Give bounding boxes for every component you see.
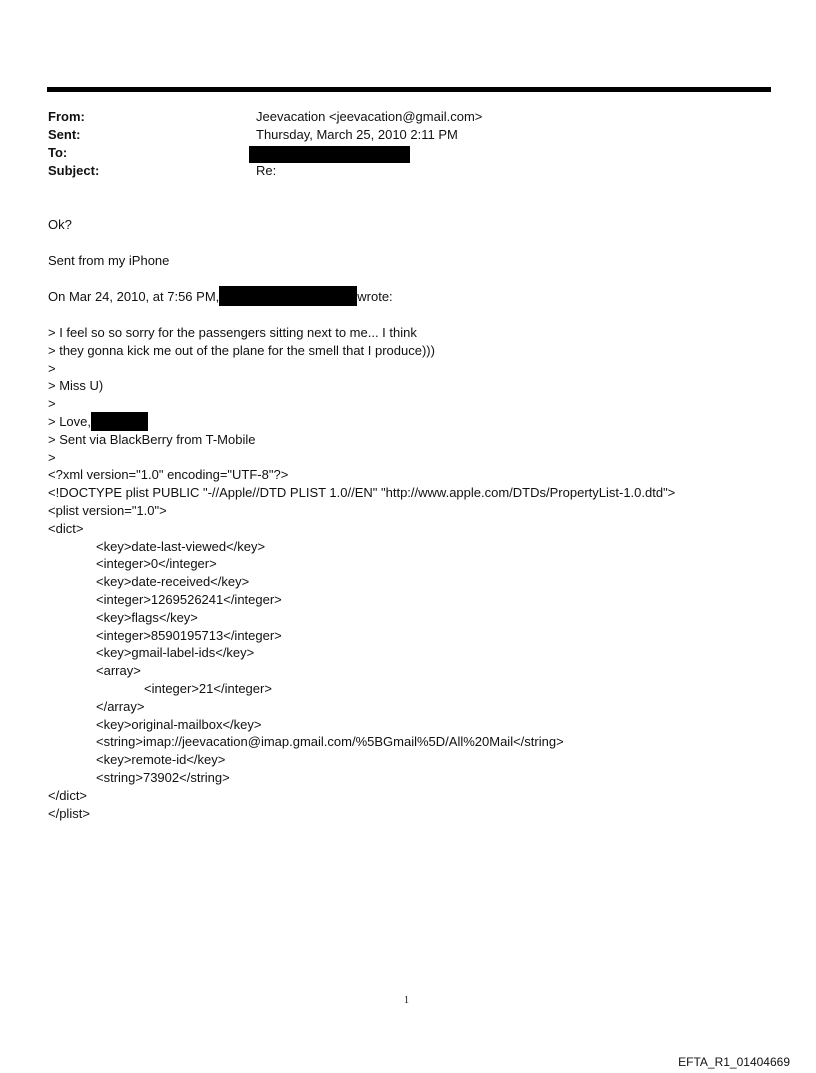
sent-value: Thursday, March 25, 2010 2:11 PM xyxy=(256,127,458,142)
name-redaction xyxy=(91,412,148,431)
plist-line: <string>imap://jeevacation@imap.gmail.com/%5BGmail%5D/All%20Mail</string> xyxy=(96,734,564,750)
subject-value: Re: xyxy=(256,163,277,178)
quote-line: > Sent via BlackBerry from T-Mobile xyxy=(48,431,256,447)
plist-line: <key>original-mailbox</key> xyxy=(96,716,262,732)
plist-line: <key>flags</key> xyxy=(96,609,198,625)
plist-line: <dict> xyxy=(48,520,84,536)
plist-line: <key>date-received</key> xyxy=(96,574,250,590)
plist-line: <array> xyxy=(96,663,141,679)
quote-line: > they gonna kick me out of the plane for the smell that I produce))) xyxy=(48,342,435,358)
quoted-message xyxy=(48,324,675,822)
plist-line: </array> xyxy=(96,698,145,714)
plist-line: <key>remote-id</key> xyxy=(96,752,226,768)
to-label: To: xyxy=(48,145,68,160)
plist-line: <integer>8590195713</integer> xyxy=(96,627,282,643)
from-label: From: xyxy=(48,109,85,124)
plist-line: </plist> xyxy=(48,805,90,821)
quote-line: > xyxy=(48,360,56,376)
plist-line: </dict> xyxy=(48,787,88,803)
quote-line: > xyxy=(48,396,56,412)
email-header xyxy=(48,108,748,180)
quote-love-text: > Love, xyxy=(48,413,92,429)
body-line-ok: Ok? xyxy=(48,217,72,232)
from-row xyxy=(48,108,748,126)
to-redaction xyxy=(249,146,410,163)
subject-label: Subject: xyxy=(48,163,100,178)
plist-line: <!DOCTYPE plist PUBLIC "-//Apple//DTD PLIST 1.0//EN" "http://www.apple.com/DTDs/PropertyList-1.0.dtd"> xyxy=(48,485,676,501)
wrote-prefix: On Mar 24, 2010, at 7:56 PM, xyxy=(48,289,220,304)
sender-redaction xyxy=(219,286,357,306)
wrote-suffix: wrote: xyxy=(357,289,393,304)
to-row xyxy=(48,144,748,162)
quote-line: > I feel so so sorry for the passengers sitting next to me... I think xyxy=(48,325,417,340)
page-number: 1 xyxy=(404,995,409,1006)
plist-line: <integer>1269526241</integer> xyxy=(96,591,282,607)
plist-line: <plist version="1.0"> xyxy=(48,502,167,518)
plist-line: <string>73902</string> xyxy=(96,769,230,785)
quote-line: > xyxy=(48,449,56,465)
header-divider xyxy=(47,87,771,92)
from-value: Jeevacation <jeevacation@gmail.com> xyxy=(256,109,483,124)
sent-row xyxy=(48,126,748,144)
body-line-wrote xyxy=(48,288,393,306)
quote-line: > Miss U) xyxy=(48,378,104,394)
plist-line: <?xml version="1.0" encoding="UTF-8"?> xyxy=(48,467,289,483)
plist-line: <key>date-last-viewed</key> xyxy=(96,538,266,554)
body-line-sent-from: Sent from my iPhone xyxy=(48,253,170,268)
subject-row xyxy=(48,162,748,180)
plist-line: <key>gmail-label-ids</key> xyxy=(96,645,255,661)
plist-line: <integer>0</integer> xyxy=(96,556,217,572)
plist-line: <integer>21</integer> xyxy=(144,680,272,696)
document-id: EFTA_R1_01404669 xyxy=(678,1055,790,1069)
sent-label: Sent: xyxy=(48,127,81,142)
quote-line-love xyxy=(48,413,675,431)
